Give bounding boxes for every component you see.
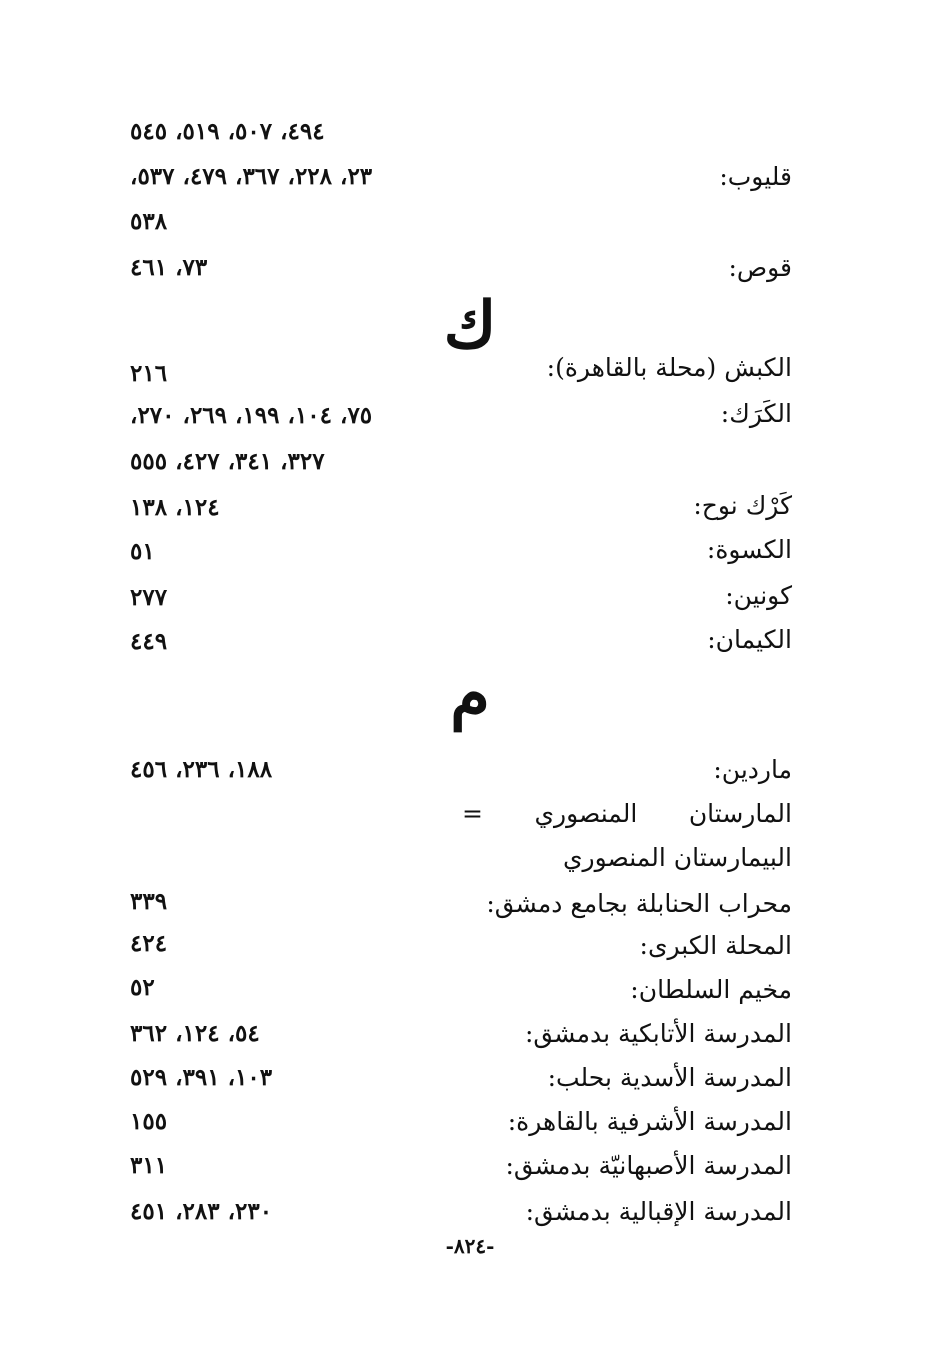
entry-term: الكبش (محلة بالقاهرة): xyxy=(546,353,792,382)
entry-term: الكسوة: xyxy=(706,535,792,564)
entry-pages: ١٥٥ xyxy=(130,1108,168,1135)
entry-pages: ١٨٨، ٢٣٦، ٤٥٦ xyxy=(130,756,273,783)
entry-term: المحلة الكبرى: xyxy=(639,931,792,960)
entry-pages: ٢٣، ٢٢٨، ٣٦٧، ٤٧٩، ٥٣٧، xyxy=(130,163,373,190)
entry-term: قليوب: xyxy=(719,162,792,191)
entry-pages: ٢٣٠، ٢٨٣، ٤٥١ xyxy=(130,1198,273,1225)
entry-pages: ٧٥، ١٠٤، ١٩٩، ٢٦٩، ٢٧٠، xyxy=(130,402,373,429)
entry-pages: ٥٣٨ xyxy=(130,208,168,235)
entry-term: المدرسة الأشرفية بالقاهرة: xyxy=(507,1107,792,1136)
entry-term: قوص: xyxy=(728,253,792,282)
entry-pages: ٤٢٤ xyxy=(130,930,168,957)
entry-pages: ٥٢ xyxy=(130,974,155,1001)
entry-term: الكيمان: xyxy=(707,625,792,654)
entry-pages: ١٢٤، ١٣٨ xyxy=(130,494,220,521)
entry-term: كَرْك نوح: xyxy=(693,491,792,520)
section-letter: ك xyxy=(443,288,497,363)
entry-pages: ٣٣٩ xyxy=(130,888,168,915)
page-number: -٨٢٤- xyxy=(445,1234,495,1258)
entry-term: محراب الحنابلة بجامع دمشق: xyxy=(486,889,792,918)
entry-term: البيمارستان المنصوري xyxy=(562,843,792,872)
entry-term: المدرسة الأصبهانيّة بدمشق: xyxy=(505,1151,792,1180)
entry-pages: ٣٢٧، ٣٤١، ٤٢٧، ٥٥٥ xyxy=(130,448,325,475)
entry-pages: ٥٤، ١٢٤، ٣٦٢ xyxy=(130,1020,260,1047)
entry-pages: ٢١٦ xyxy=(130,360,168,387)
entry-pages: ١٠٣، ٣٩١، ٥٢٩ xyxy=(130,1064,273,1091)
entry-term: مخيم السلطان: xyxy=(630,975,792,1004)
entry-term: الكَرَك: xyxy=(720,399,792,428)
entry-term: كونين: xyxy=(725,581,792,610)
entry-pages: ٥١ xyxy=(130,538,155,565)
entry-pages: ٢٧٧ xyxy=(130,584,168,611)
section-letter: م xyxy=(450,657,490,732)
entry-pages: ٤٤٩ xyxy=(130,628,168,655)
entry-pages: ٧٣، ٤٦١ xyxy=(130,254,208,281)
entry-term: المارستان المنصوري = xyxy=(462,799,792,828)
entry-term: المدرسة الأتابكية بدمشق: xyxy=(525,1019,792,1048)
entry-pages: ٤٩٤، ٥٠٧، ٥١٩، ٥٤٥ xyxy=(130,118,325,145)
entry-pages: ٣١١ xyxy=(130,1152,168,1179)
entry-term: المدرسة الأسدية بحلب: xyxy=(547,1063,792,1092)
entry-term: المدرسة الإقبالية بدمشق: xyxy=(525,1197,792,1226)
entry-term: ماردين: xyxy=(713,755,792,784)
